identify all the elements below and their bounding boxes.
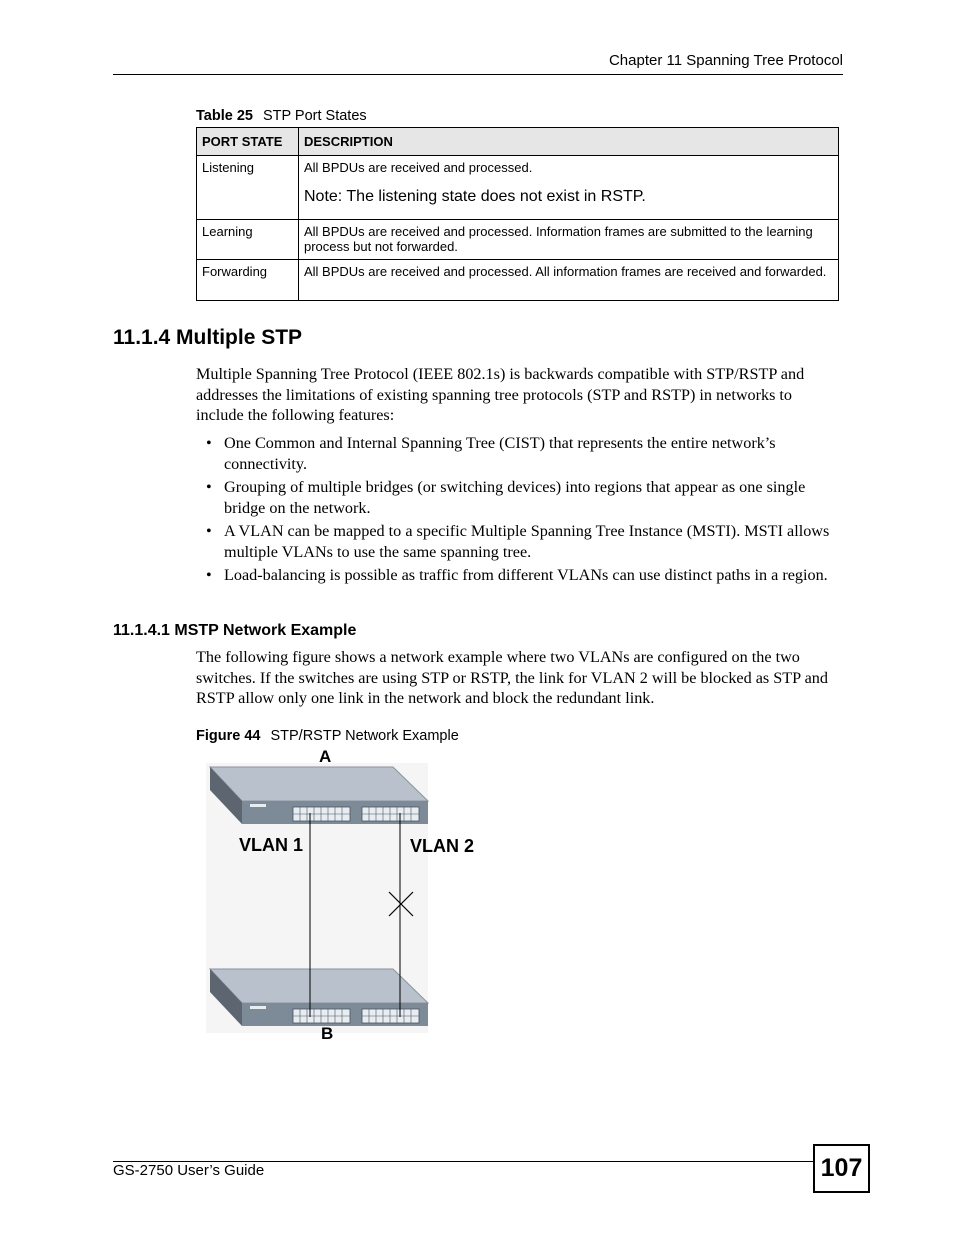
network-diagram [200,745,500,1050]
list-item: • A VLAN can be mapped to a specific Multiple Spanning Tree Instance (MSTI). MSTI allows multiple VLANs to use the same spanning tree. [206,522,830,561]
running-header [113,51,843,75]
list-item: • One Common and Internal Spanning Tree (CIST) that represents the entire network’s connectivity. [206,434,776,473]
list-item-text: Grouping of multiple bridges (or switching devices) into regions that appear as one single bridge on the network. [224,478,806,517]
port-state-cell: Listening [197,156,299,220]
chapter-title: Chapter 11 Spanning Tree Protocol [608,52,843,69]
list-item-text: A VLAN can be mapped to a specific Multiple Spanning Tree Instance (MSTI). MSTI allows multiple VLANs to use the same spanning tree. [224,522,830,561]
table-row [197,220,839,260]
note-text: Note: The listening state does not exist in RSTP. [304,188,646,205]
section-heading: 11.1.4 Multiple STP [113,326,303,349]
vlan2-label: VLAN 2 [410,836,475,856]
figure-caption-number: Figure 44 [196,728,261,744]
description-cell [299,156,839,220]
table-caption [196,108,367,124]
vlan1-label: VLAN 1 [239,835,304,855]
switch-a-badge [250,804,266,807]
page-number: 107 [813,1144,870,1193]
example-paragraph: The following figure shows a network example where two VLANs are configured on the two switches. If the switches are using STP or RSTP, the link for VLAN 2 will be blocked as STP and RSTP allow only one link in the network and block the redundant link. [196,648,828,707]
port-state-cell: Learning [197,220,299,260]
intro-paragraph: Multiple Spanning Tree Protocol (IEEE 802.1s) is backwards compatible with STP/RSTP and addresses the limitations of existing spanning tree protocols (STP and RSTP) in networks to include the following features: [196,365,805,424]
stp-port-states-table [196,127,839,301]
port-state-cell: Forwarding [197,260,299,301]
list-item-text: One Common and Internal Spanning Tree (CIST) that represents the entire network’s connectivity. [224,434,776,473]
list-item: • Grouping of multiple bridges (or switching devices) into regions that appear as one single bridge on the network. [206,478,806,517]
switch-b-badge [250,1006,266,1009]
column-header-description: DESCRIPTION [299,128,839,156]
column-header-port-state: PORT STATE [197,128,299,156]
list-item: • Load-balancing is possible as traffic from different VLANs can use distinct paths in a region. [206,566,828,584]
switch-a-top [210,767,428,801]
description-text: All BPDUs are received and processed. [304,160,533,175]
footer-guide-title: GS-2750 User’s Guide [113,1162,265,1179]
table-caption-number: Table 25 [196,108,253,124]
switch-b-label: B [321,1024,334,1043]
switch-b [210,969,428,1026]
table-header-row [197,128,839,156]
description-cell: All BPDUs are received and processed. Information frames are submitted to the learning process but not forwarded. [299,220,839,260]
table-caption-title: STP Port States [262,108,367,124]
network-figure [200,745,500,1050]
figure-caption [196,728,459,744]
switch-b-top [210,969,428,1003]
figure-caption-title: STP/RSTP Network Example [270,728,459,744]
feature-list [196,433,842,589]
table-row [197,260,839,301]
description-cell: All BPDUs are received and processed. All information frames are received and forwarded. [299,260,839,301]
switch-a-label: A [319,747,332,766]
subsection-heading: 11.1.4.1 MSTP Network Example [113,622,357,639]
list-item-text: Load-balancing is possible as traffic from different VLANs can use distinct paths in a region. [224,566,828,584]
switch-a [210,767,428,824]
table-row [197,156,839,220]
